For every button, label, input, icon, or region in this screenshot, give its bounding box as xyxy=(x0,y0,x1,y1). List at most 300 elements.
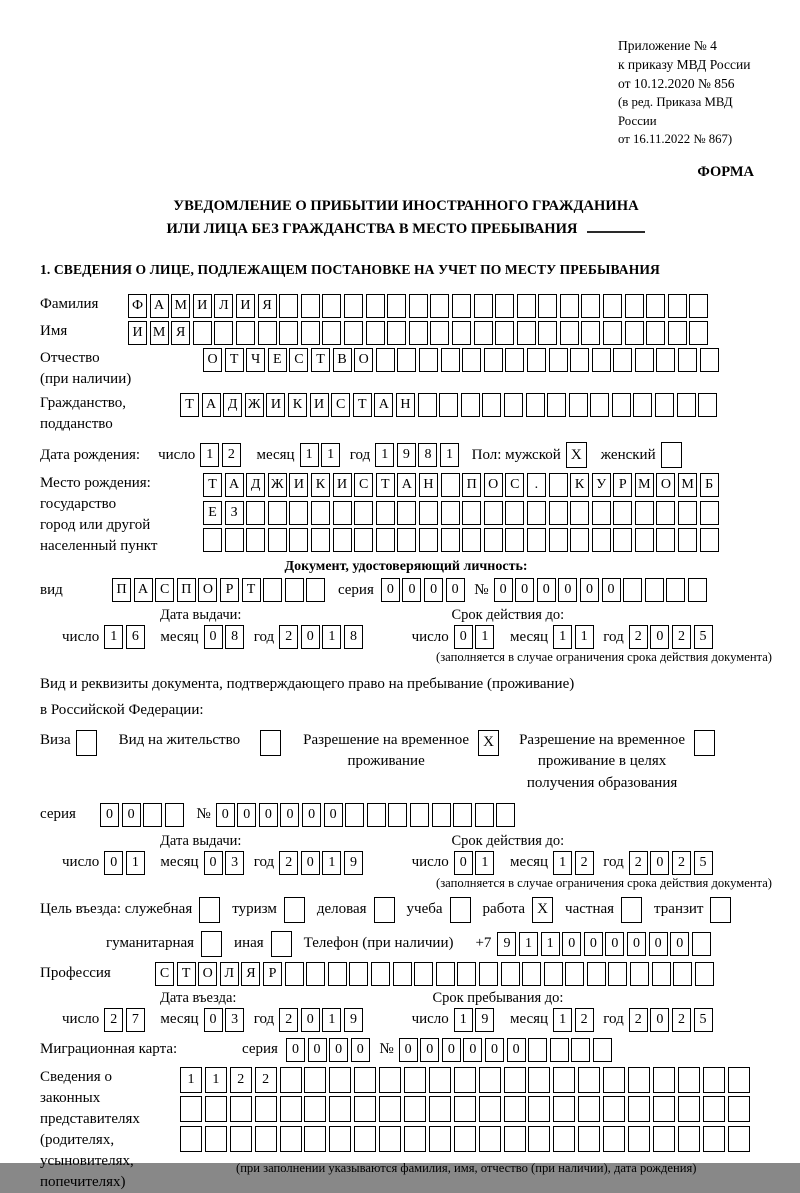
char-cell[interactable] xyxy=(668,321,687,345)
char-cell[interactable]: 0 xyxy=(399,1038,418,1062)
char-cell[interactable]: 0 xyxy=(670,932,689,956)
char-cell[interactable] xyxy=(263,578,282,602)
char-cell[interactable]: 0 xyxy=(104,851,123,875)
char-cell[interactable]: 5 xyxy=(694,851,713,875)
char-cell[interactable] xyxy=(592,528,611,552)
char-cell[interactable]: 0 xyxy=(627,932,646,956)
char-cell[interactable] xyxy=(635,528,654,552)
char-cell[interactable] xyxy=(581,294,600,318)
char-cell[interactable] xyxy=(322,321,341,345)
char-cell[interactable] xyxy=(656,528,675,552)
char-cell[interactable]: С xyxy=(155,962,174,986)
char-cell[interactable] xyxy=(549,473,568,497)
char-cell[interactable]: С xyxy=(354,473,373,497)
char-cell[interactable]: 1 xyxy=(475,625,494,649)
char-cell[interactable]: 0 xyxy=(280,803,299,827)
char-cell[interactable]: М xyxy=(150,321,169,345)
char-cell[interactable] xyxy=(452,321,471,345)
char-cell[interactable] xyxy=(376,501,395,525)
char-cell[interactable]: Я xyxy=(241,962,260,986)
char-cell[interactable] xyxy=(550,1038,569,1062)
char-cell[interactable] xyxy=(655,393,674,417)
char-cell[interactable] xyxy=(479,1067,501,1093)
char-cell[interactable]: 8 xyxy=(344,625,363,649)
char-cell[interactable]: Т xyxy=(177,962,196,986)
char-cell[interactable] xyxy=(453,803,472,827)
char-cell[interactable]: А xyxy=(374,393,393,417)
char-cell[interactable]: 1 xyxy=(475,851,494,875)
char-cell[interactable]: С xyxy=(331,393,350,417)
char-cell[interactable]: К xyxy=(288,393,307,417)
char-cell[interactable] xyxy=(430,321,449,345)
char-cell[interactable]: О xyxy=(203,348,222,372)
char-cell[interactable] xyxy=(578,1096,600,1122)
char-cell[interactable]: 7 xyxy=(126,1008,145,1032)
char-cell[interactable] xyxy=(306,578,325,602)
char-cell[interactable] xyxy=(547,393,566,417)
char-cell[interactable]: 0 xyxy=(463,1038,482,1062)
char-cell[interactable] xyxy=(592,501,611,525)
char-cell[interactable]: 2 xyxy=(279,851,298,875)
char-cell[interactable] xyxy=(501,962,520,986)
char-cell[interactable]: 1 xyxy=(321,443,340,467)
char-cell[interactable]: 2 xyxy=(279,1008,298,1032)
char-cell[interactable] xyxy=(255,1096,277,1122)
char-cell[interactable] xyxy=(441,501,460,525)
checkbox-other[interactable] xyxy=(271,931,292,957)
char-cell[interactable] xyxy=(474,321,493,345)
char-cell[interactable]: 5 xyxy=(694,1008,713,1032)
char-cell[interactable] xyxy=(692,932,711,956)
checkbox-temp-residence[interactable]: X xyxy=(478,730,499,756)
char-cell[interactable] xyxy=(700,501,719,525)
char-cell[interactable] xyxy=(301,321,320,345)
char-cell[interactable] xyxy=(304,1126,326,1152)
char-cell[interactable] xyxy=(560,294,579,318)
char-cell[interactable] xyxy=(553,1067,575,1093)
char-cell[interactable] xyxy=(628,1067,650,1093)
char-cell[interactable] xyxy=(474,294,493,318)
char-cell[interactable] xyxy=(544,962,563,986)
char-cell[interactable]: М xyxy=(635,473,654,497)
char-cell[interactable]: 2 xyxy=(104,1008,123,1032)
char-cell[interactable] xyxy=(625,321,644,345)
char-cell[interactable] xyxy=(635,501,654,525)
char-cell[interactable]: 0 xyxy=(584,932,603,956)
char-cell[interactable]: 0 xyxy=(454,625,473,649)
char-cell[interactable] xyxy=(668,294,687,318)
char-cell[interactable] xyxy=(613,348,632,372)
char-cell[interactable]: Л xyxy=(220,962,239,986)
char-cell[interactable] xyxy=(304,1067,326,1093)
char-cell[interactable] xyxy=(608,962,627,986)
char-cell[interactable] xyxy=(653,1126,675,1152)
char-cell[interactable] xyxy=(623,578,642,602)
char-cell[interactable]: Ф xyxy=(128,294,147,318)
char-cell[interactable] xyxy=(329,1126,351,1152)
checkbox-residence-permit[interactable] xyxy=(260,730,281,756)
char-cell[interactable]: В xyxy=(333,348,352,372)
char-cell[interactable] xyxy=(404,1067,426,1093)
char-cell[interactable]: 2 xyxy=(672,851,691,875)
char-cell[interactable] xyxy=(429,1067,451,1093)
char-cell[interactable] xyxy=(603,294,622,318)
char-cell[interactable]: К xyxy=(311,473,330,497)
char-cell[interactable] xyxy=(439,393,458,417)
char-cell[interactable] xyxy=(549,501,568,525)
char-cell[interactable]: . xyxy=(527,473,546,497)
char-cell[interactable] xyxy=(329,1096,351,1122)
char-cell[interactable] xyxy=(678,1096,700,1122)
char-cell[interactable] xyxy=(376,348,395,372)
char-cell[interactable] xyxy=(236,321,255,345)
char-cell[interactable] xyxy=(230,1096,252,1122)
char-cell[interactable] xyxy=(526,393,545,417)
char-cell[interactable] xyxy=(367,803,386,827)
char-cell[interactable] xyxy=(193,321,212,345)
char-cell[interactable] xyxy=(354,528,373,552)
char-cell[interactable]: 3 xyxy=(225,851,244,875)
char-cell[interactable] xyxy=(432,803,451,827)
char-cell[interactable] xyxy=(570,501,589,525)
char-cell[interactable]: И xyxy=(310,393,329,417)
char-cell[interactable]: 0 xyxy=(402,578,421,602)
char-cell[interactable] xyxy=(484,501,503,525)
char-cell[interactable] xyxy=(454,1126,476,1152)
char-cell[interactable]: 2 xyxy=(629,625,648,649)
char-cell[interactable]: 0 xyxy=(100,803,119,827)
char-cell[interactable] xyxy=(462,501,481,525)
char-cell[interactable] xyxy=(285,578,304,602)
char-cell[interactable]: И xyxy=(266,393,285,417)
char-cell[interactable]: Т xyxy=(311,348,330,372)
char-cell[interactable] xyxy=(646,321,665,345)
char-cell[interactable]: 9 xyxy=(475,1008,494,1032)
char-cell[interactable]: 0 xyxy=(204,1008,223,1032)
char-cell[interactable] xyxy=(592,348,611,372)
char-cell[interactable] xyxy=(280,1096,302,1122)
char-cell[interactable]: 1 xyxy=(440,443,459,467)
char-cell[interactable]: 2 xyxy=(672,1008,691,1032)
char-cell[interactable]: 0 xyxy=(650,1008,669,1032)
char-cell[interactable] xyxy=(538,294,557,318)
char-cell[interactable] xyxy=(461,393,480,417)
char-cell[interactable] xyxy=(258,321,277,345)
char-cell[interactable] xyxy=(703,1126,725,1152)
checkbox-tourism[interactable] xyxy=(284,897,305,923)
char-cell[interactable]: 9 xyxy=(397,443,416,467)
char-cell[interactable] xyxy=(333,501,352,525)
char-cell[interactable]: 0 xyxy=(558,578,577,602)
char-cell[interactable] xyxy=(301,294,320,318)
char-cell[interactable]: 0 xyxy=(507,1038,526,1062)
char-cell[interactable] xyxy=(475,803,494,827)
char-cell[interactable]: П xyxy=(112,578,131,602)
char-cell[interactable] xyxy=(333,528,352,552)
char-cell[interactable] xyxy=(414,962,433,986)
char-cell[interactable]: М xyxy=(678,473,697,497)
char-cell[interactable]: 0 xyxy=(650,851,669,875)
char-cell[interactable] xyxy=(678,1067,700,1093)
char-cell[interactable]: 0 xyxy=(324,803,343,827)
char-cell[interactable] xyxy=(225,528,244,552)
char-cell[interactable] xyxy=(603,1096,625,1122)
char-cell[interactable] xyxy=(613,528,632,552)
char-cell[interactable] xyxy=(354,1126,376,1152)
char-cell[interactable] xyxy=(628,1126,650,1152)
char-cell[interactable] xyxy=(578,1067,600,1093)
char-cell[interactable] xyxy=(504,1096,526,1122)
char-cell[interactable] xyxy=(646,294,665,318)
char-cell[interactable] xyxy=(429,1126,451,1152)
char-cell[interactable]: С xyxy=(289,348,308,372)
char-cell[interactable]: И xyxy=(128,321,147,345)
char-cell[interactable] xyxy=(311,501,330,525)
char-cell[interactable]: 2 xyxy=(230,1067,252,1093)
char-cell[interactable]: 0 xyxy=(237,803,256,827)
char-cell[interactable] xyxy=(698,393,717,417)
char-cell[interactable] xyxy=(349,962,368,986)
char-cell[interactable] xyxy=(625,294,644,318)
char-cell[interactable] xyxy=(689,294,708,318)
char-cell[interactable] xyxy=(603,321,622,345)
char-cell[interactable]: 0 xyxy=(420,1038,439,1062)
char-cell[interactable]: 1 xyxy=(126,851,145,875)
checkbox-transit[interactable] xyxy=(710,897,731,923)
char-cell[interactable] xyxy=(517,294,536,318)
char-cell[interactable] xyxy=(379,1126,401,1152)
char-cell[interactable] xyxy=(517,321,536,345)
char-cell[interactable] xyxy=(366,321,385,345)
char-cell[interactable] xyxy=(603,1067,625,1093)
char-cell[interactable] xyxy=(505,348,524,372)
char-cell[interactable]: 2 xyxy=(575,1008,594,1032)
char-cell[interactable]: И xyxy=(236,294,255,318)
char-cell[interactable] xyxy=(569,393,588,417)
char-cell[interactable] xyxy=(205,1126,227,1152)
char-cell[interactable] xyxy=(457,962,476,986)
char-cell[interactable] xyxy=(409,321,428,345)
char-cell[interactable] xyxy=(653,1067,675,1093)
char-cell[interactable] xyxy=(462,528,481,552)
char-cell[interactable] xyxy=(528,1126,550,1152)
char-cell[interactable]: 0 xyxy=(649,932,668,956)
char-cell[interactable]: Л xyxy=(214,294,233,318)
char-cell[interactable]: 0 xyxy=(259,803,278,827)
char-cell[interactable]: 0 xyxy=(351,1038,370,1062)
char-cell[interactable]: 8 xyxy=(225,625,244,649)
char-cell[interactable] xyxy=(345,803,364,827)
char-cell[interactable]: 0 xyxy=(286,1038,305,1062)
char-cell[interactable]: Е xyxy=(203,501,222,525)
char-cell[interactable] xyxy=(441,473,460,497)
char-cell[interactable] xyxy=(430,294,449,318)
char-cell[interactable]: Т xyxy=(203,473,222,497)
char-cell[interactable]: 2 xyxy=(279,625,298,649)
char-cell[interactable] xyxy=(279,294,298,318)
char-cell[interactable] xyxy=(587,962,606,986)
char-cell[interactable]: 0 xyxy=(122,803,141,827)
char-cell[interactable]: 2 xyxy=(222,443,241,467)
char-cell[interactable] xyxy=(633,393,652,417)
char-cell[interactable] xyxy=(571,1038,590,1062)
char-cell[interactable]: Я xyxy=(258,294,277,318)
char-cell[interactable]: 0 xyxy=(204,851,223,875)
char-cell[interactable] xyxy=(495,321,514,345)
char-cell[interactable]: 0 xyxy=(204,625,223,649)
char-cell[interactable] xyxy=(728,1067,750,1093)
char-cell[interactable] xyxy=(703,1096,725,1122)
char-cell[interactable] xyxy=(397,528,416,552)
char-cell[interactable]: 0 xyxy=(602,578,621,602)
char-cell[interactable] xyxy=(656,348,675,372)
char-cell[interactable]: А xyxy=(202,393,221,417)
char-cell[interactable]: 1 xyxy=(180,1067,202,1093)
char-cell[interactable] xyxy=(581,321,600,345)
char-cell[interactable] xyxy=(678,1126,700,1152)
char-cell[interactable]: 1 xyxy=(205,1067,227,1093)
char-cell[interactable]: 1 xyxy=(541,932,560,956)
char-cell[interactable] xyxy=(230,1126,252,1152)
char-cell[interactable] xyxy=(419,528,438,552)
char-cell[interactable] xyxy=(304,1096,326,1122)
char-cell[interactable] xyxy=(376,528,395,552)
char-cell[interactable] xyxy=(700,348,719,372)
char-cell[interactable] xyxy=(268,501,287,525)
char-cell[interactable] xyxy=(441,528,460,552)
char-cell[interactable] xyxy=(553,1126,575,1152)
char-cell[interactable] xyxy=(328,962,347,986)
char-cell[interactable] xyxy=(728,1096,750,1122)
checkbox-sex-male[interactable]: X xyxy=(566,442,587,468)
char-cell[interactable]: Р xyxy=(220,578,239,602)
char-cell[interactable]: 6 xyxy=(126,625,145,649)
char-cell[interactable] xyxy=(371,962,390,986)
char-cell[interactable] xyxy=(397,501,416,525)
char-cell[interactable]: З xyxy=(225,501,244,525)
char-cell[interactable]: 0 xyxy=(302,803,321,827)
char-cell[interactable] xyxy=(454,1096,476,1122)
char-cell[interactable] xyxy=(673,962,692,986)
char-cell[interactable] xyxy=(549,348,568,372)
char-cell[interactable] xyxy=(404,1126,426,1152)
char-cell[interactable] xyxy=(678,501,697,525)
char-cell[interactable]: У xyxy=(592,473,611,497)
checkbox-study[interactable] xyxy=(450,897,471,923)
char-cell[interactable] xyxy=(452,294,471,318)
char-cell[interactable]: 0 xyxy=(515,578,534,602)
char-cell[interactable] xyxy=(613,501,632,525)
char-cell[interactable]: О xyxy=(656,473,675,497)
char-cell[interactable]: 9 xyxy=(497,932,516,956)
char-cell[interactable] xyxy=(306,962,325,986)
char-cell[interactable] xyxy=(409,294,428,318)
char-cell[interactable] xyxy=(656,501,675,525)
char-cell[interactable] xyxy=(280,1126,302,1152)
char-cell[interactable]: 0 xyxy=(442,1038,461,1062)
char-cell[interactable] xyxy=(436,962,455,986)
char-cell[interactable] xyxy=(496,803,515,827)
char-cell[interactable]: 0 xyxy=(424,578,443,602)
char-cell[interactable]: О xyxy=(198,578,217,602)
char-cell[interactable]: Д xyxy=(246,473,265,497)
char-cell[interactable] xyxy=(165,803,184,827)
char-cell[interactable] xyxy=(495,294,514,318)
char-cell[interactable]: А xyxy=(397,473,416,497)
checkbox-humanitarian[interactable] xyxy=(201,931,222,957)
char-cell[interactable] xyxy=(397,348,416,372)
char-cell[interactable] xyxy=(388,803,407,827)
char-cell[interactable] xyxy=(612,393,631,417)
char-cell[interactable]: 9 xyxy=(344,1008,363,1032)
char-cell[interactable]: 0 xyxy=(329,1038,348,1062)
char-cell[interactable]: Т xyxy=(180,393,199,417)
char-cell[interactable]: П xyxy=(177,578,196,602)
char-cell[interactable]: М xyxy=(171,294,190,318)
char-cell[interactable] xyxy=(280,1067,302,1093)
char-cell[interactable] xyxy=(570,348,589,372)
char-cell[interactable] xyxy=(279,321,298,345)
char-cell[interactable]: С xyxy=(155,578,174,602)
char-cell[interactable] xyxy=(344,321,363,345)
checkbox-visa[interactable] xyxy=(76,730,97,756)
char-cell[interactable] xyxy=(677,393,696,417)
char-cell[interactable] xyxy=(528,1096,550,1122)
char-cell[interactable]: 8 xyxy=(418,443,437,467)
char-cell[interactable]: 1 xyxy=(322,625,341,649)
char-cell[interactable]: 1 xyxy=(322,1008,341,1032)
char-cell[interactable]: 0 xyxy=(446,578,465,602)
char-cell[interactable] xyxy=(429,1096,451,1122)
char-cell[interactable] xyxy=(578,1126,600,1152)
char-cell[interactable] xyxy=(504,1126,526,1152)
char-cell[interactable]: 0 xyxy=(494,578,513,602)
char-cell[interactable]: 5 xyxy=(694,625,713,649)
char-cell[interactable]: Н xyxy=(396,393,415,417)
char-cell[interactable]: Д xyxy=(223,393,242,417)
checkbox-temp-residence-edu[interactable] xyxy=(694,730,715,756)
char-cell[interactable]: 1 xyxy=(575,625,594,649)
char-cell[interactable] xyxy=(678,528,697,552)
char-cell[interactable] xyxy=(214,321,233,345)
char-cell[interactable] xyxy=(418,393,437,417)
char-cell[interactable]: А xyxy=(225,473,244,497)
char-cell[interactable]: 3 xyxy=(225,1008,244,1032)
char-cell[interactable] xyxy=(527,501,546,525)
char-cell[interactable] xyxy=(590,393,609,417)
char-cell[interactable] xyxy=(354,1096,376,1122)
char-cell[interactable]: 1 xyxy=(104,625,123,649)
char-cell[interactable] xyxy=(482,393,501,417)
char-cell[interactable]: 1 xyxy=(300,443,319,467)
char-cell[interactable] xyxy=(538,321,557,345)
char-cell[interactable]: О xyxy=(198,962,217,986)
char-cell[interactable] xyxy=(728,1126,750,1152)
char-cell[interactable]: 0 xyxy=(485,1038,504,1062)
char-cell[interactable] xyxy=(484,528,503,552)
char-cell[interactable] xyxy=(688,578,707,602)
char-cell[interactable]: 2 xyxy=(629,1008,648,1032)
char-cell[interactable] xyxy=(366,294,385,318)
char-cell[interactable]: 0 xyxy=(308,1038,327,1062)
char-cell[interactable]: 1 xyxy=(553,625,572,649)
checkbox-sex-female[interactable] xyxy=(661,442,682,468)
char-cell[interactable]: Ж xyxy=(245,393,264,417)
char-cell[interactable] xyxy=(527,348,546,372)
char-cell[interactable]: Н xyxy=(419,473,438,497)
char-cell[interactable]: Ж xyxy=(268,473,287,497)
checkbox-official[interactable] xyxy=(199,897,220,923)
